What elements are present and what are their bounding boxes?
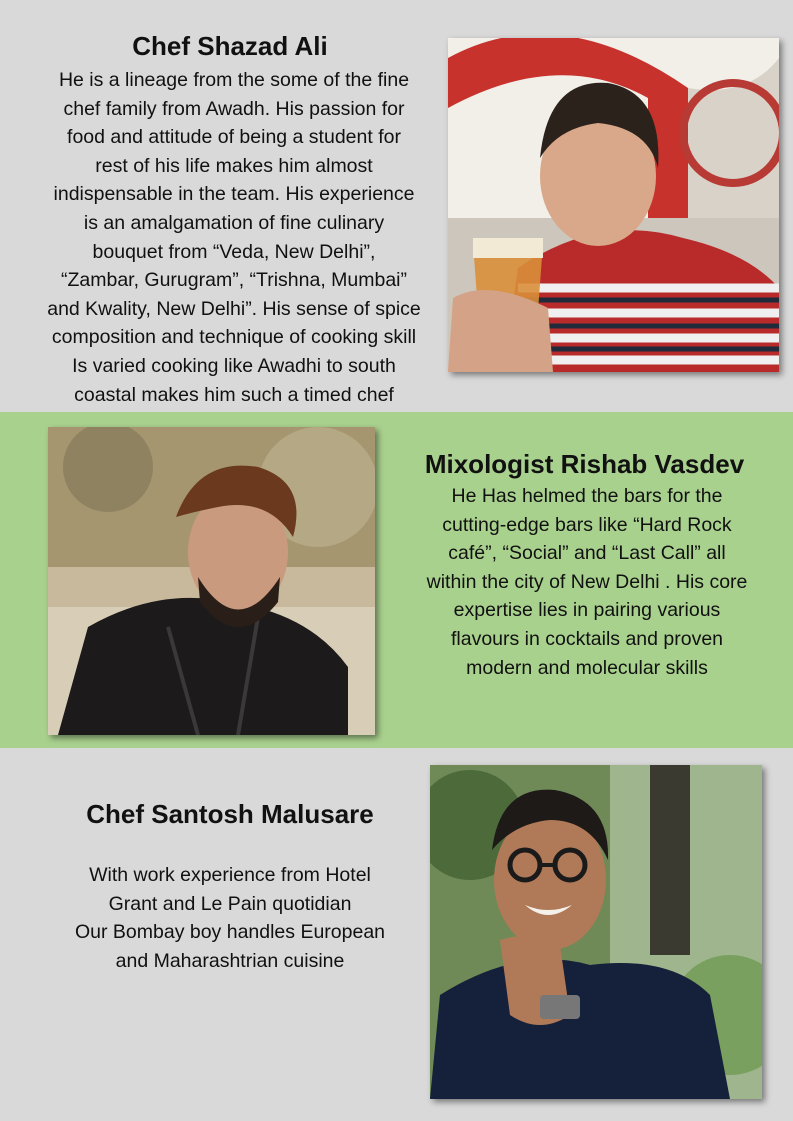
profile-bio: He Has helmed the bars for the cutting-edge bars like “Hard Rock café”, “Social” and “Last Call” all within the city of New Delhi . His core expertise lies in pairing various flavours in cocktails and proven modern and molecular skills	[426, 485, 748, 679]
profile-section-shazad	[0, 0, 793, 412]
chef-santosh-photo	[430, 765, 762, 1099]
mixologist-rishab-photo	[48, 427, 375, 735]
profile-section-rishab	[0, 412, 793, 748]
profile-name: Chef Santosh Malusare	[86, 799, 374, 829]
profile-bio: With work experience from Hotel Grant and Le Pain quotidian Our Bombay boy handles European and Maharashtrian cuisine	[74, 864, 386, 972]
profile-name: Chef Shazad Ali	[132, 31, 328, 61]
profile-bio: He is a lineage from the some of the fine chef family from Awadh. His passion for food and attitude of being a student for rest of his life makes him almost indispensable in the team. His experience is an amalgamation of fine culinary bouquet from “Veda, New Delhi”, “Zambar, Gurugram”, “Trishna, Mumbai” and Kwality, New Delhi”. His sense of spice composition and technique of cooking skill Is varied cooking like Awadhi to south coastal makes him such a timed chef	[47, 69, 421, 406]
profile-section-santosh	[0, 748, 793, 1121]
chef-shazad-photo	[448, 38, 779, 372]
profile-name: Mixologist Rishab Vasdev	[424, 449, 745, 479]
